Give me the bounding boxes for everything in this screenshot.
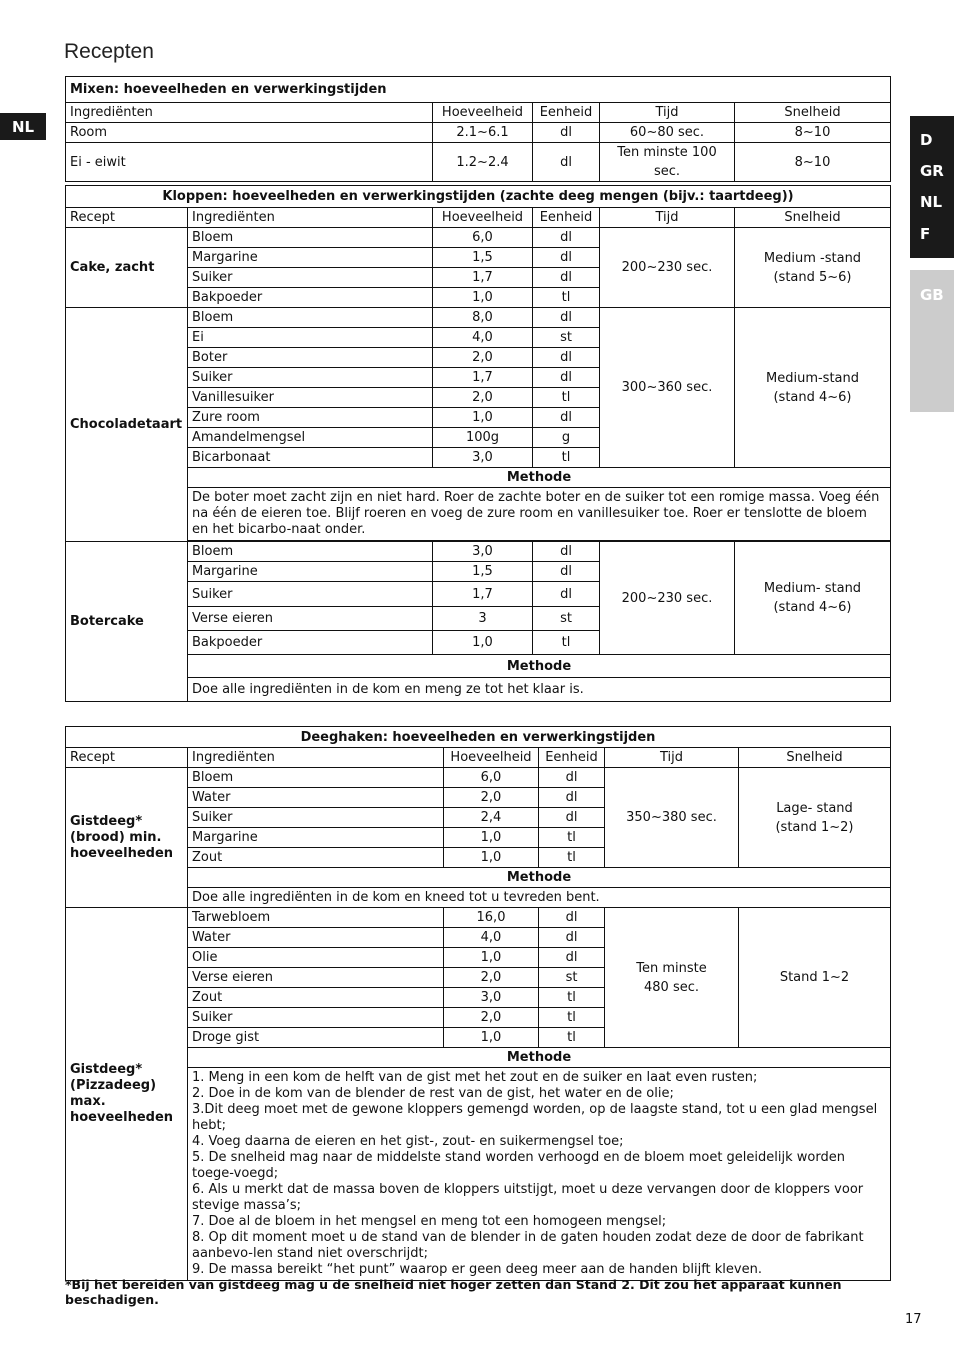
method-label: Methode [188, 1048, 891, 1068]
speed-line-1: Medium- stand [763, 581, 862, 596]
mix-table-title: Mixen: hoeveelheden en verwerkingstijden [66, 77, 891, 103]
table-row [66, 308, 891, 328]
language-tab-nl: NL [920, 193, 943, 211]
method-step: 7. Doe al de bloem in het mengsel en meng tot een homogeen mengsel; [192, 1214, 667, 1229]
ingredient: Water [188, 928, 444, 948]
unit: dl [539, 788, 605, 808]
quantity: 1,0 [433, 631, 533, 655]
method-text: Doe alle ingrediënten in de kom en kneed tot u tevreden bent. [188, 888, 891, 908]
recipe-name-line-3: hoeveelheden [70, 1110, 174, 1125]
quantity: 100g [433, 428, 533, 448]
ingredient: Water [188, 788, 444, 808]
mix-table [65, 76, 891, 182]
header-quantity: Hoeveelheid [433, 208, 533, 228]
quantity: 1,0 [444, 948, 539, 968]
header-unit: Eenheid [539, 748, 605, 768]
ingredient: Suiker [188, 268, 433, 288]
speed-line-2: (stand 4~6) [773, 600, 852, 615]
ingredient: Margarine [188, 562, 433, 582]
ingredient: Bloem [188, 228, 433, 248]
unit: st [533, 328, 600, 348]
header-ingredients: Ingrediënten [66, 103, 433, 123]
header-unit: Eenheid [533, 103, 600, 123]
header-ingredients: Ingrediënten [188, 748, 444, 768]
recipe-name-line-2: (Pizzadeeg) max. [70, 1078, 157, 1109]
header-speed: Snelheid [735, 103, 891, 123]
ingredient: Zure room [188, 408, 433, 428]
recipe-time: 350~380 sec. [605, 768, 739, 868]
unit: tl [533, 631, 600, 655]
ingredient: Suiker [188, 368, 433, 388]
ingredient: Ei [188, 328, 433, 348]
table-row [66, 228, 891, 248]
ingredient: Suiker [188, 1008, 444, 1028]
header-quantity: Hoeveelheid [444, 748, 539, 768]
quantity: 2,0 [433, 388, 533, 408]
unit: g [533, 428, 600, 448]
quantity: 1,5 [433, 562, 533, 582]
ingredient: Bakpoeder [188, 631, 433, 655]
table-row [66, 143, 891, 182]
language-tab-gb: GB [920, 286, 944, 304]
unit: dl [533, 248, 600, 268]
ingredient: Room [66, 123, 433, 143]
header-time: Tijd [600, 208, 735, 228]
speed-line-2: (stand 1~2) [775, 819, 854, 835]
method-label: Methode [188, 655, 891, 678]
recipe-name [66, 768, 188, 908]
recipe-speed [735, 308, 891, 468]
unit: dl [533, 408, 600, 428]
unit: dl [533, 123, 600, 143]
header-ingredients: Ingrediënten [188, 208, 433, 228]
speed: 8~10 [735, 143, 891, 182]
ingredient: Suiker [188, 582, 433, 607]
table-row [66, 908, 891, 928]
header-speed: Snelheid [735, 208, 891, 228]
whisk-table [65, 185, 891, 702]
quantity: 1,5 [433, 248, 533, 268]
dough-table-title: Deeghaken: hoeveelheden en verwerkingstijden [66, 727, 891, 748]
recipe-name: Chocoladetaart [66, 308, 188, 542]
language-tab-f: F [920, 225, 931, 243]
ingredient: Bloem [188, 542, 433, 562]
header-unit: Eenheid [533, 208, 600, 228]
method-step: 6. Als u merkt dat de massa boven de kloppers uitstijgt, moet u deze vervangen door de kloppers voor stevige massa’s; [192, 1182, 864, 1213]
ingredient: Boter [188, 348, 433, 368]
recipe-time [605, 908, 739, 1048]
recipe-name-line-1: Gistdeeg* [70, 813, 143, 829]
ingredient: Suiker [188, 808, 444, 828]
quantity: 3,0 [444, 988, 539, 1008]
page-number: 17 [905, 1312, 922, 1327]
recipe-name-line-1: Gistdeeg* [70, 1062, 143, 1077]
method-step: 4. Voeg daarna de eieren en het gist-, zout- en suikermengsel toe; [192, 1134, 624, 1149]
time-line-2: 480 sec. [644, 979, 699, 995]
language-tab-d: D [920, 131, 933, 149]
footnote: *Bij het bereiden van gistdeeg mag u de snelheid niet hoger zetten dan Stand 2. Dit zou het apparaat kunnen beschadigen. [65, 1277, 842, 1307]
method-step: 5. De snelheid mag naar de middelste stand worden verhoogd en de bloem moet geleidelijk worden toege-voegd; [192, 1150, 845, 1181]
quantity: 1,0 [444, 828, 539, 848]
recipe-name-line-2: (brood) min. [70, 829, 162, 845]
method-text: Doe alle ingrediënten in de kom en meng ze tot het klaar is. [188, 678, 891, 702]
whisk-table-title: Kloppen: hoeveelheden en verwerkingstijden (zachte deeg mengen (bijv.: taartdeeg)) [66, 186, 891, 208]
recipe-speed [739, 768, 891, 868]
header-speed: Snelheid [739, 748, 891, 768]
unit: tl [539, 848, 605, 868]
quantity: 2,0 [444, 788, 539, 808]
quantity: 8,0 [433, 308, 533, 328]
speed-line-1: Medium-stand [766, 370, 859, 386]
method-step: 3.Dit deeg moet met de gewone kloppers gemengd worden, op de laagste stand, tot u een glad mengsel hebt; [192, 1102, 878, 1133]
unit: dl [533, 308, 600, 328]
quantity: 1,7 [433, 268, 533, 288]
recipe-name: Cake, zacht [66, 228, 188, 308]
ingredient: Margarine [188, 248, 433, 268]
unit: dl [533, 228, 600, 248]
ingredient: Bicarbonaat [188, 448, 433, 468]
unit: dl [539, 768, 605, 788]
quantity: 4,0 [433, 328, 533, 348]
speed: 8~10 [735, 123, 891, 143]
dough-table [65, 726, 891, 1281]
method-step: 1. Meng in een kom de helft van de gist met het zout en de suiker en laat even rusten; [192, 1070, 758, 1085]
ingredient: Ei - eiwit [66, 143, 433, 182]
section-tab-nl: NL [0, 113, 46, 140]
ingredient: Olie [188, 948, 444, 968]
quantity: 1,0 [444, 1028, 539, 1048]
method-label: Methode [188, 468, 891, 488]
unit: dl [533, 348, 600, 368]
speed-line-1: Lage- stand [776, 800, 853, 816]
unit: dl [539, 948, 605, 968]
speed-line-1: Medium -stand [763, 250, 862, 266]
recipe-time: 200~230 sec. [600, 228, 735, 308]
ingredient: Tarwebloem [188, 908, 444, 928]
unit: tl [539, 988, 605, 1008]
quantity: 16,0 [444, 908, 539, 928]
ingredient: Zout [188, 848, 444, 868]
language-tab-gr: GR [920, 162, 944, 180]
unit: st [539, 968, 605, 988]
header-time: Tijd [600, 103, 735, 123]
time: Ten minste 100 sec. [600, 143, 735, 182]
quantity: 3,0 [433, 448, 533, 468]
unit: dl [539, 908, 605, 928]
recipe-time: 300~360 sec. [600, 308, 735, 468]
recipe-name [66, 908, 188, 1281]
quantity: 2,0 [433, 348, 533, 368]
time: 60~80 sec. [600, 123, 735, 143]
method-step: 2. Doe in de kom van de blender de rest van de gist, het water en de olie; [192, 1086, 674, 1101]
quantity: 1,0 [433, 408, 533, 428]
unit: tl [533, 448, 600, 468]
method-step: 9. De massa bereikt “het punt” waarop er geen deeg meer aan de handen blijft kleven. [192, 1262, 762, 1277]
recipe-speed [735, 542, 891, 655]
speed-line-2: (stand 5~6) [773, 269, 852, 285]
quantity: 4,0 [444, 928, 539, 948]
header-time: Tijd [605, 748, 739, 768]
ingredient: Droge gist [188, 1028, 444, 1048]
quantity: 1.2~2.4 [433, 143, 533, 182]
ingredient: Bakpoeder [188, 288, 433, 308]
unit: dl [533, 562, 600, 582]
recipe-speed [735, 228, 891, 308]
header-quantity: Hoeveelheid [433, 103, 533, 123]
unit: tl [533, 288, 600, 308]
speed-line-2: (stand 4~6) [773, 389, 852, 405]
quantity: 3 [433, 607, 533, 631]
recipe-name: Botercake [66, 542, 188, 702]
unit: dl [533, 582, 600, 607]
quantity: 3,0 [433, 542, 533, 562]
quantity: 2,0 [444, 1008, 539, 1028]
quantity: 2,4 [444, 808, 539, 828]
unit: dl [539, 928, 605, 948]
ingredient: Amandelmengsel [188, 428, 433, 448]
table-row [66, 768, 891, 788]
ingredient: Vanillesuiker [188, 388, 433, 408]
quantity: 1,7 [433, 582, 533, 607]
recipe-name-line-3: hoeveelheden [70, 845, 174, 861]
method-label: Methode [188, 868, 891, 888]
quantity: 2,0 [444, 968, 539, 988]
header-recipe: Recept [66, 748, 188, 768]
recipe-time: 200~230 sec. [600, 542, 735, 655]
page-title: Recepten [64, 40, 154, 63]
ingredient: Verse eieren [188, 607, 433, 631]
unit: st [533, 607, 600, 631]
header-recipe: Recept [66, 208, 188, 228]
method-steps [188, 1068, 891, 1281]
method-step: 8. Op dit moment moet u de stand van de blender in de gaten houden zodat deze de door de fabrikant aanbevo-len stand niet overschrijdt; [192, 1230, 864, 1261]
ingredient: Verse eieren [188, 968, 444, 988]
unit: dl [533, 143, 600, 182]
unit: tl [539, 1028, 605, 1048]
unit: tl [533, 388, 600, 408]
quantity: 6,0 [433, 228, 533, 248]
unit: tl [539, 1008, 605, 1028]
unit: tl [539, 828, 605, 848]
ingredient: Bloem [188, 308, 433, 328]
language-index-inactive [910, 270, 954, 412]
table-row [66, 123, 891, 143]
table-row [66, 542, 891, 562]
quantity: 1,7 [433, 368, 533, 388]
time-line-1: Ten minste [636, 960, 707, 976]
ingredient: Margarine [188, 828, 444, 848]
ingredient: Zout [188, 988, 444, 1008]
quantity: 1,0 [433, 288, 533, 308]
quantity: 6,0 [444, 768, 539, 788]
method-text: De boter moet zacht zijn en niet hard. Roer de zachte boter en de suiker tot een romige massa. Voeg één na één de eieren toe. Blijf roeren en voeg de zure room en vanillesuiker toe. Roer er tenslotte de bloem en het bicarbo-naat onder. [188, 488, 891, 541]
unit: dl [533, 368, 600, 388]
unit: dl [533, 542, 600, 562]
language-index [910, 116, 954, 258]
quantity: 1,0 [444, 848, 539, 868]
recipe-speed: Stand 1~2 [739, 908, 891, 1048]
ingredient: Bloem [188, 768, 444, 788]
quantity: 2.1~6.1 [433, 123, 533, 143]
unit: dl [539, 808, 605, 828]
unit: dl [533, 268, 600, 288]
